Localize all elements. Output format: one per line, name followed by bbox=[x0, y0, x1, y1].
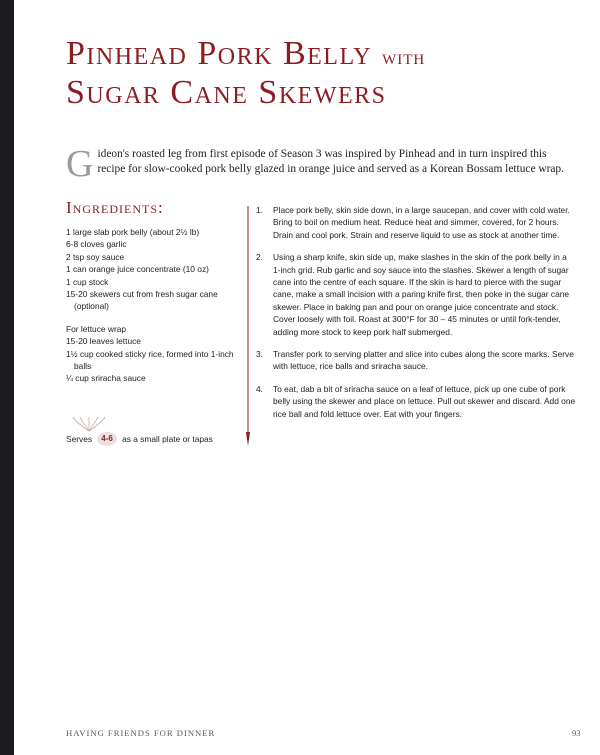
flourish-ornament-icon bbox=[72, 416, 106, 432]
title-line1-main: Pinhead Pork Belly bbox=[66, 35, 373, 72]
step-text: Transfer pork to serving platter and slice into cubes along the score marks. Serve with lettuce, rice balls and sriracha sauce. bbox=[273, 349, 574, 372]
lettuce-wrap-heading: For lettuce wrap bbox=[66, 323, 127, 334]
method-steps bbox=[256, 204, 576, 430]
book-page bbox=[14, 0, 600, 755]
step-text: To eat, dab a bit of sriracha sauce on a leaf of lettuce, pick up one cube of pork belly using the skewer and place on lettuce. Pull out skewer and discard. Add one rice ball and fold lettuce over. Eat with your fingers. bbox=[273, 383, 576, 419]
step-number: 4. bbox=[256, 383, 263, 394]
ingredient-item: 2 tsp soy sauce bbox=[66, 251, 125, 262]
drop-cap: G bbox=[66, 143, 94, 186]
step-number: 3. bbox=[256, 349, 263, 360]
step-number: 1. bbox=[256, 205, 263, 215]
intro-text: ideon's roasted leg from first episode of Season 3 was inspired by Pinhead and in turn inspired this recipe for slow-cooked pork belly glazed in orange juice and served as a Korean Bossam lettuce wrap. bbox=[97, 148, 564, 176]
footer-page-number: 93 bbox=[572, 728, 581, 738]
ingredient-item: 1 can orange juice concentrate (10 oz) bbox=[66, 264, 209, 275]
step-text: Place pork belly, skin side down, in a large saucepan, and cover with cold water. Bring to boil on medium heat. Reduce heat and simmer, covered, for 2 hours. Drain and cool pork. Strain and reserve liquid to use as stock at another time. bbox=[273, 205, 570, 240]
serves-count-badge: 4-6 bbox=[97, 432, 117, 446]
title-line2: Sugar Cane Skewers bbox=[66, 74, 387, 111]
ingredient-item: 1½ cup cooked sticky rice, formed into 1-inch balls bbox=[66, 348, 234, 372]
method-step bbox=[256, 204, 576, 241]
ingredients-list bbox=[66, 226, 241, 313]
ingredient-item: 1 large slab pork belly (about 2½ lb) bbox=[66, 227, 200, 237]
ingredient-item: ¼ cup sriracha sauce bbox=[66, 373, 146, 384]
method-step bbox=[256, 251, 576, 338]
ingredient-item: 15-20 skewers cut from fresh sugar cane (optional) bbox=[66, 289, 218, 312]
serves-suffix: as a small plate or tapas bbox=[122, 434, 213, 444]
footer-book-title: HAVING FRIENDS FOR DINNER bbox=[66, 728, 216, 738]
serves-line bbox=[66, 432, 213, 446]
step-text: Using a sharp knife, skin side up, make slashes in the skin of the pork belly in a 1-inch grid. Rub garlic and soy sauce into the slashes. Skewer a length of sugar cane into the centre of each square. If the skin is hard to pierce with the sugar cane, make a small incision with a paring knife first, then poke in the sugar cane skewer. Place in baking pan and pour on orange juice concentrate and stock. Cover loosely with foil. Roast at 300°F for 30 – 45 minutes or until fork-tender, adding more stock to keep pork half submerged. bbox=[273, 252, 570, 337]
method-step bbox=[256, 383, 576, 420]
ingredient-item: 1 cup stock bbox=[66, 276, 109, 287]
serves-prefix: Serves bbox=[66, 434, 93, 444]
method-step bbox=[256, 348, 576, 373]
step-number: 2. bbox=[256, 252, 263, 263]
ingredient-item: 15-20 leaves lettuce bbox=[66, 336, 141, 347]
intro-paragraph bbox=[66, 143, 566, 186]
ingredients-heading: Ingredients: bbox=[66, 198, 164, 217]
ingredients-column bbox=[66, 198, 241, 385]
recipe-title bbox=[66, 36, 566, 111]
title-line1-with: with bbox=[382, 45, 426, 69]
lettuce-wrap-list bbox=[66, 335, 241, 385]
ingredient-item: 6-8 cloves garlic bbox=[66, 239, 127, 250]
column-divider bbox=[245, 206, 251, 446]
